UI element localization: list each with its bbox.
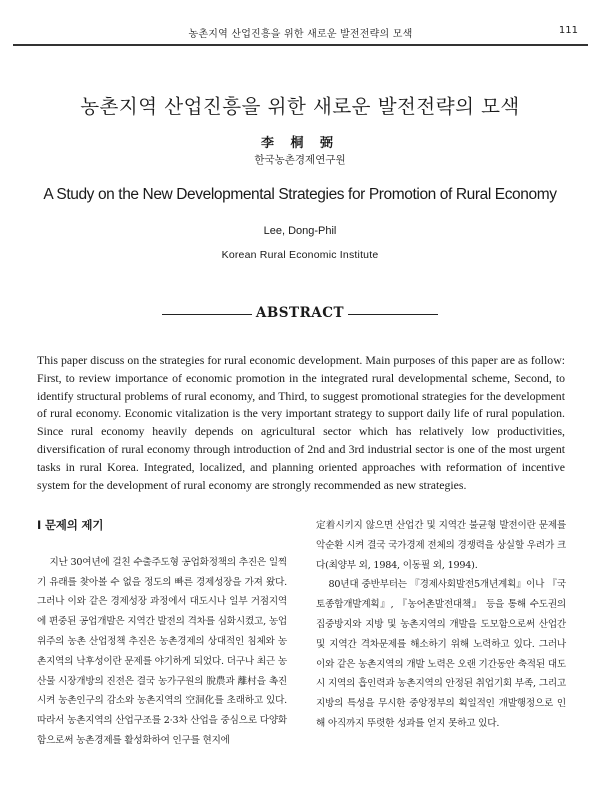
author-name-english: Lee, Dong-Phil <box>263 225 337 237</box>
abstract-paragraph: This paper discuss on the strategies for rural economic development. Main purposes of this paper are as follow: First, to review importance of economic promotion in the integrated rural developmental scheme, Second, to identify structural problems of rural economy, and Third, to suggest promotional strategies for the development of rural economy. Economic vitalization is the very important strategy to support daily life of rural population. Since rural economy heavily depends on agricultural sector which has relatively low productivities, diversification of rural economy through introduction of 2nd and 3rd industrial sector is one of the most urgent tasks in rural Korea. Integrated, localized, and planning oriented approaches with reformation of incentive system for the development of rural economy are strongly recommended as new strategies. <box>37 353 565 492</box>
abstract-heading <box>162 305 438 323</box>
abstract-rule-right <box>348 314 438 315</box>
body-column-right <box>316 516 566 734</box>
running-header-title: 농촌지역 산업진흥을 위한 새로운 발전전략의 모색 <box>188 29 413 40</box>
author-name-korean: 李 桐 弼 <box>260 136 340 151</box>
body-paragraph: 지난 30여년에 걸친 수출주도형 공업화정책의 추진은 일찍기 유래를 찾아볼 수 없을 정도의 빠른 경제성장을 가져 왔다. 그러나 이와 같은 경제성장 과정에서 대도시나 일부 거점지역에 편중된 공업개발은 지역간 발전의 격차를 심화시켰고, 농업위주의 농촌 산업정책 추진은 농촌경제의 상대적인 침체와 농촌지역의 낙후성이란 문제를 야기하게 되었다. 더구나 최근 농산물 시장개방의 진전은 결국 농가구원의 脫農과 離村을 촉진시켜 농촌인구의 감소와 농촌지역의 空洞化를 초래하고 있다. 따라서 농촌지역의 산업구조를 2·3차 산업을 중심으로 다양화함으로써 농촌경제를 활성화하여 인구를 현지에 <box>37 556 287 746</box>
affiliation-english: Korean Rural Economic Institute <box>221 249 379 261</box>
page-number: 111 <box>558 25 578 36</box>
body-paragraph: 80년대 중반부터는 『경제사회발전5개년계획』이나 『국토종합개발계획』, 『농어촌발전대책』 등을 통해 수도권의 집중방지와 지방 및 농촌지역의 개발을 도모함으로써 산업간 및 지역간 격차문제를 해소하기 위해 노력하고 있다. 그러나 이와 같은 농촌지역의 개발 노력은 오랜 기간동안 축적된 대도시 지역의 흡인력과 농촌지역의 안정된 취업기회 부족, 그리고 지방의 특성을 무시한 중앙정부의 획일적인 개발행정으로 인해 아직까지 뚜렷한 성과를 얻지 못하고 있다. <box>316 579 566 729</box>
body-column-left <box>37 516 287 751</box>
section-heading: Ⅰ 문제의 제기 <box>37 518 104 532</box>
affiliation-korean: 한국농촌경제연구원 <box>254 154 346 166</box>
paper-title-english: A Study on the New Developmental Strategies for Promotion of Rural Economy <box>43 186 557 203</box>
abstract-heading-label: ABSTRACT <box>255 305 345 321</box>
abstract-body <box>37 352 565 494</box>
paper-title-korean: 농촌지역 산업진흥을 위한 새로운 발전전략의 모색 <box>80 95 520 118</box>
running-header <box>13 20 588 46</box>
body-paragraph: 定着시키지 않으면 산업간 및 지역간 불균형 발전이란 문제를 악순환 시켜 결국 국가경제 전체의 경쟁력을 상실할 우려가 크다(최양부 외, 1984, 이동필 외, 1994). <box>316 520 566 571</box>
